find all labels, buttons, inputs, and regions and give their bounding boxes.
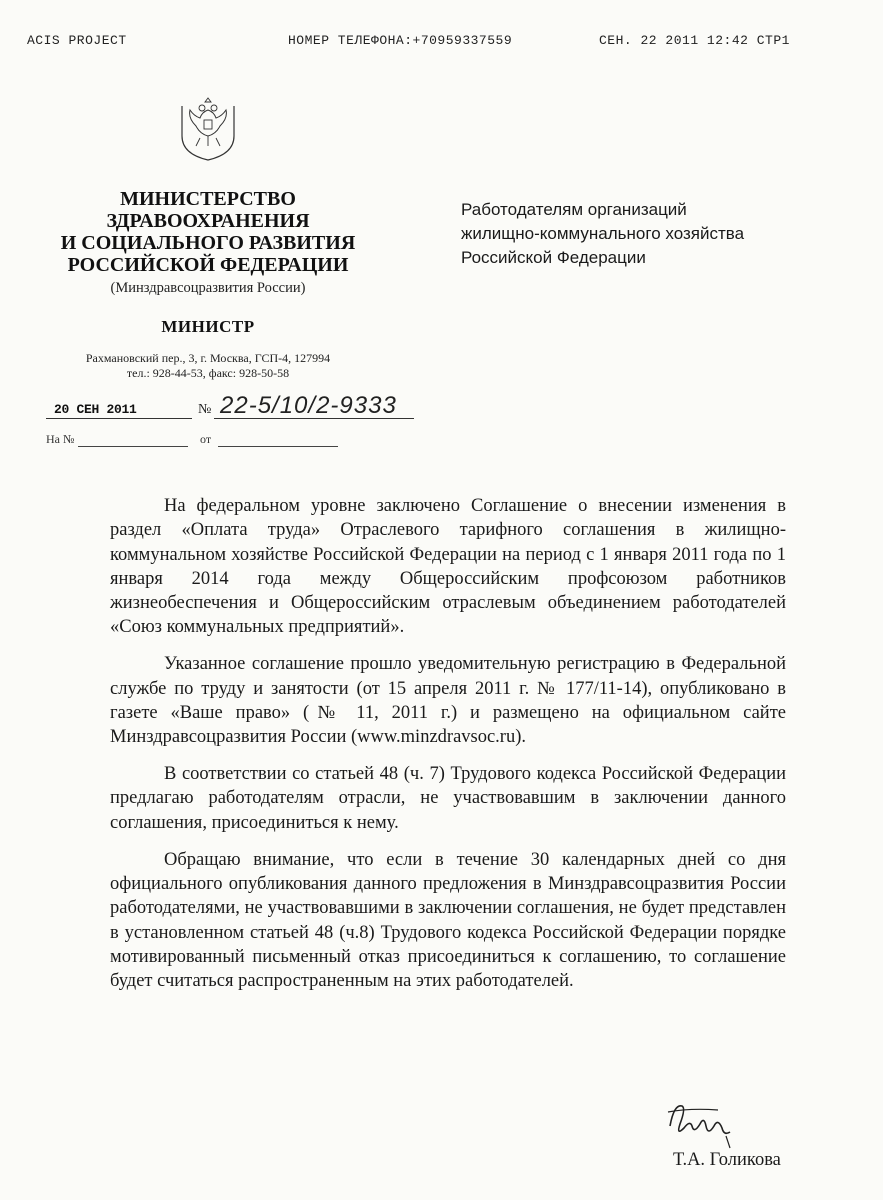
addressee-line: жилищно-коммунального хозяйства [461,224,745,243]
ministry-name-line: ЗДРАВООХРАНЕНИЯ [106,210,310,232]
addressee-line: Российской Федерации [461,248,646,267]
letter-body [110,494,786,1006]
addressee-block [461,198,821,270]
minister-title: МИНИСТР [161,317,255,336]
registration-line [46,392,426,426]
body-paragraph: На федеральном уровне заключено Соглашение о внесении изменения в раздел «Оплата труда» Отраслевого тарифного соглашения в жилищно-коммунальном хозяйстве Российской Федерации на период с 1 января 2011 года по 1 января 2014 года между Общероссийским профсоюзом работников жизнеобеспечения и Общероссийским отраслевым объединением работодателей «Союз коммунальных предприятий». [110,496,786,638]
number-sign: № [198,402,212,417]
body-paragraph: Указанное соглашение прошло уведомительную регистрацию в Федеральной службе по труду и занятости (от 15 апреля 2011 г. № 177/11-14), опубликовано в газете «Ваше право» (№ 11, 2011 г.) и размещено на официальном сайте Минздравсоцразвития России (www.minzdravsoc.ru). [110,654,786,748]
body-paragraph: В соответствии со статьей 48 (ч. 7) Трудового кодекса Российской Федерации предлагаю работодателям отрасли, не участвовавшим в заключении данного соглашения, присоединиться к нему. [110,764,786,833]
fax-header [0,33,883,53]
from-label: от [200,432,212,446]
handwritten-signature [660,1096,740,1156]
reference-underline [78,446,188,447]
address-line: Рахмановский пер., 3, г. Москва, ГСП-4, 127994 [85,351,331,365]
ministry-address [58,351,358,381]
ministry-name [58,188,358,276]
phone-fax-line: тел.: 928-44-53, факс: 928-50-58 [126,366,290,380]
body-paragraph: Обращаю внимание, что если в течение 30 календарных дней со дня официального опубликования данного предложения в Минздравсоцразвития России работодателями, не участвовавшими в заключении соглашения, не будет представлен в установленном статьей 48 (ч.8) Трудового кодекса Российской Федерации порядке мотивированный письменный отказ присоединиться к соглашению, то соглашение будет считаться распространенным на этих работодателей. [110,849,786,992]
ministry-name-line: РОССИЙСКОЙ ФЕДЕРАЦИИ [67,254,349,276]
from-underline [218,446,338,447]
reference-line [46,432,376,452]
registration-date-stamp: 20 СЕН 2011 [54,402,137,417]
ministry-name-line: МИНИСТЕРСТВО [120,188,296,210]
signatory-name: Т.А. Голикова [673,1150,781,1170]
number-underline [214,418,414,419]
fax-date-page: СЕН. 22 2011 12:42 СТР1 [599,33,790,48]
fax-phone-number: НОМЕР ТЕЛЕФОНА:+70959337559 [288,33,513,48]
ministry-name-line: И СОЦИАЛЬНОГО РАЗВИТИЯ [60,232,356,254]
reference-label: На № [46,432,75,446]
registration-number: 22-5/10/2-9333 [220,392,397,419]
addressee-line: Работодателям организаций [461,200,687,219]
date-underline [46,418,192,419]
ministry-abbreviation: (Минздравсоцразвития России) [110,280,306,296]
fax-sender: ACIS PROJECT [27,33,127,48]
coat-of-arms-icon [178,96,238,162]
